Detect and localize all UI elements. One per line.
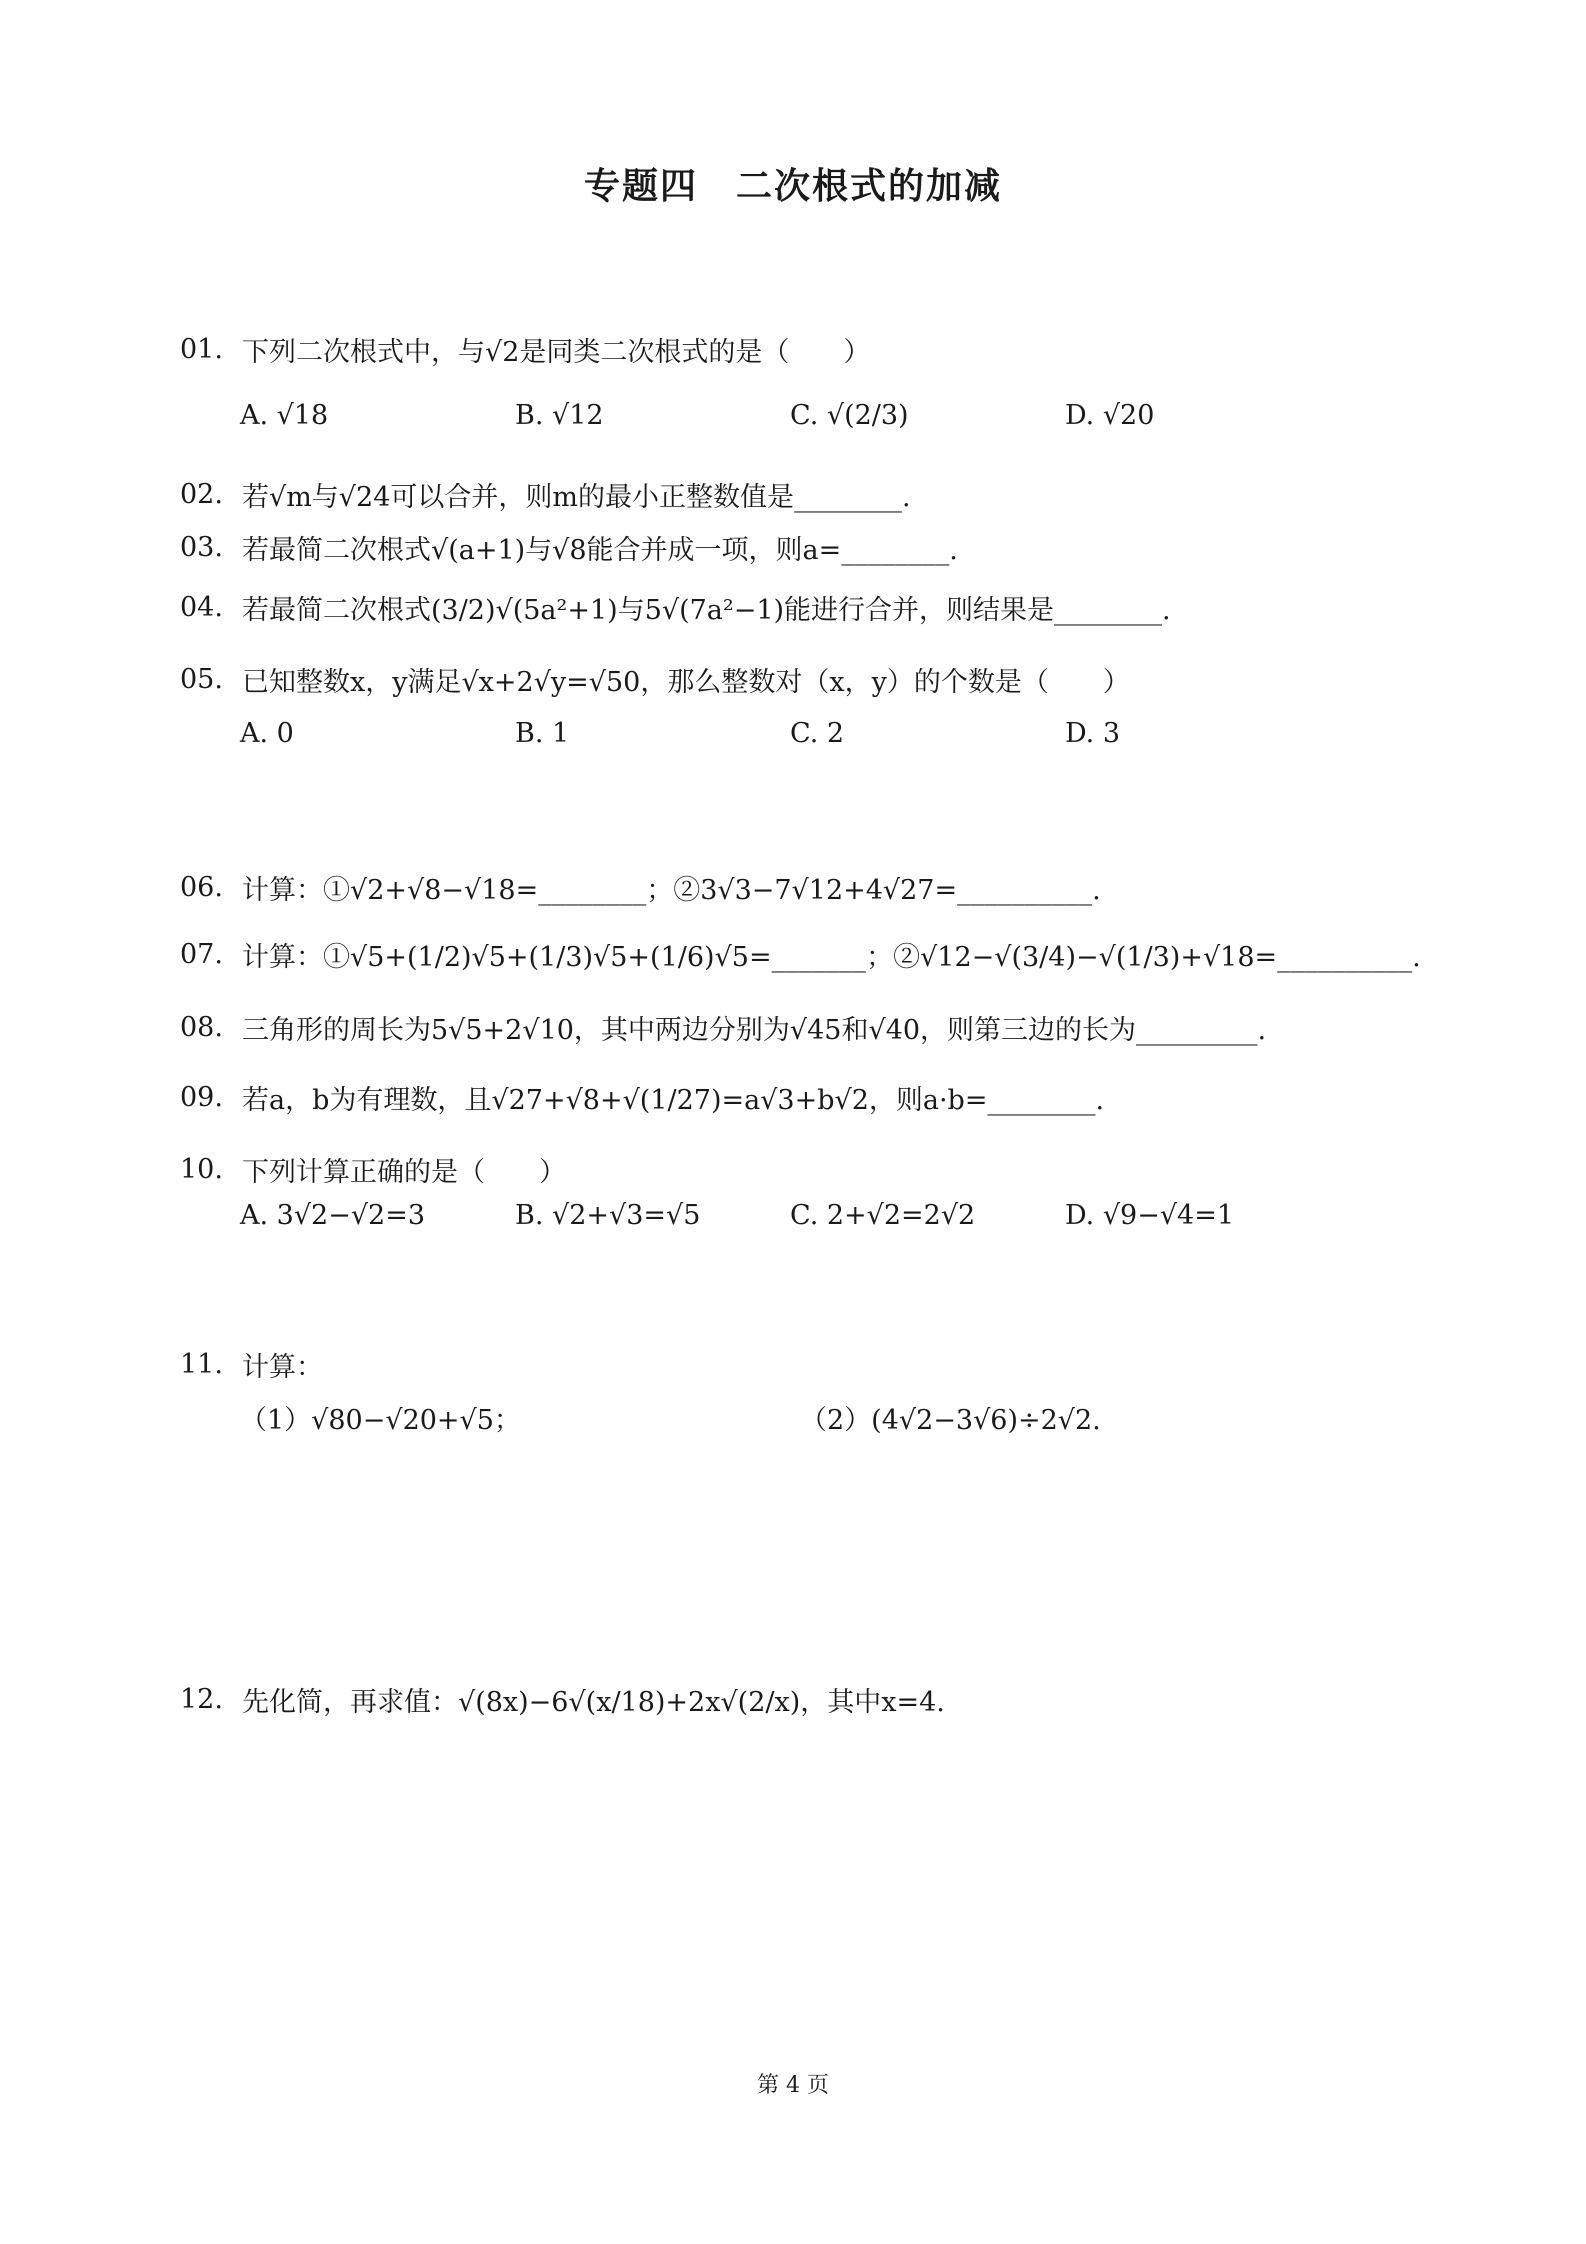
q05-option-d: D. 3 [1065,718,1121,749]
q01-option-d: D. √20 [1065,400,1155,431]
question-number: 01. [180,334,223,365]
q01-option-b: B. √12 [515,400,604,431]
page-number: 第 4 页 [757,2073,829,2098]
q01-option-a: A. √18 [240,400,329,431]
question-02: 02. 若√m与√24可以合并，则m的最小正整数值是________. [180,479,911,513]
q10-option-d: D. √9−√4=1 [1065,1200,1235,1231]
q05-option-c: C. 2 [790,718,845,749]
question-06: 06. 计算：①√2+√8−√18=________；②3√3−7√12+4√27=__________. [180,872,1101,906]
q11-part-2: （2）(4√2−3√6)÷2√2. [800,1405,1101,1436]
question-number: 10. [180,1154,223,1185]
question-04: 04. 若最简二次根式(3/2)√(5a²+1)与5√(7a²−1)能进行合并，则结果是________. [180,592,1171,626]
question-03: 03. 若最简二次根式√(a+1)与√8能合并成一项，则a=________. [180,532,958,566]
q10-option-b: B. √2+√3=√5 [515,1200,701,1231]
question-09: 09. 若a，b为有理数，且√27+√8+√(1/27)=a√3+b√2，则a·b=________. [180,1082,1105,1116]
q01-option-c: C. √(2/3) [790,400,909,431]
question-number: 06. [180,872,223,903]
q11-part-1: （1）√80−√20+√5； [240,1405,521,1436]
question-10: 10. 下列计算正确的是（ ） [180,1154,566,1188]
page-title: 专题四 二次根式的加减 [583,165,1002,207]
question-number: 09. [180,1082,223,1113]
question-number: 08. [180,1012,223,1043]
q05-option-b: B. 1 [515,718,570,749]
question-number: 04. [180,592,223,623]
question-number: 03. [180,532,223,563]
q10-option-a: A. 3√2−√2=3 [240,1200,426,1231]
question-number: 11. [180,1349,223,1380]
question-01: 01. 下列二次根式中，与√2是同类二次根式的是（ ） [180,334,871,368]
question-12: 12. 先化简，再求值：√(8x)−6√(x/18)+2x√(2/x)，其中x=4. [180,1684,945,1718]
question-11: 11. 计算： [180,1349,323,1383]
question-number: 12. [180,1684,223,1715]
question-05: 05. 已知整数x，y满足√x+2√y=√50，那么整数对（x，y）的个数是（ ） [180,664,1130,698]
question-number: 07. [180,939,223,970]
question-07: 07. 计算：①√5+(1/2)√5+(1/3)√5+(1/6)√5=_______；②√12−√(3/4)−√(1/3)+√18=__________. [180,939,1421,973]
q05-option-a: A. 0 [240,718,294,749]
question-08: 08. 三角形的周长为5√5+2√10，其中两边分别为√45和√40，则第三边的长为_________. [180,1012,1267,1046]
question-number: 02. [180,479,223,510]
question-number: 05. [180,664,223,695]
q10-option-c: C. 2+√2=2√2 [790,1200,976,1231]
